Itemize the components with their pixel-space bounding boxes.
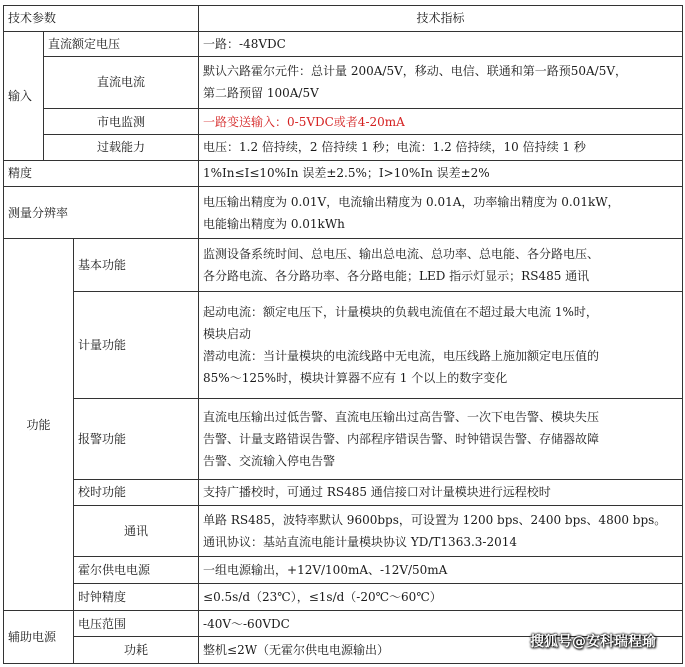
row-label: 通讯 bbox=[74, 505, 199, 557]
row-value bbox=[199, 292, 683, 399]
row-label: 基本功能 bbox=[74, 239, 199, 292]
row-value-line: 告警、交流输入停电告警 bbox=[203, 454, 336, 469]
group-function: 功能 bbox=[4, 239, 74, 611]
table-row bbox=[4, 480, 683, 506]
row-label: 精度 bbox=[4, 160, 199, 186]
row-label: 电压范围 bbox=[74, 611, 199, 637]
row-value: 一路：-48VDC bbox=[199, 31, 683, 56]
row-value bbox=[199, 505, 683, 557]
row-label: 计量功能 bbox=[74, 292, 199, 399]
header-spec: 技术指标 bbox=[199, 6, 683, 32]
table-row bbox=[4, 505, 683, 557]
row-label: 过载能力 bbox=[44, 135, 199, 161]
row-value-line: 85%～125%时，模块计算器不应有 1 个以上的数字变化 bbox=[203, 371, 508, 386]
row-value-line: 各分路电流、各分路功率、各分路电能；LED 指示灯显示；RS485 通讯 bbox=[203, 269, 590, 284]
group-aux-power: 辅助电源 bbox=[4, 611, 74, 664]
row-label: 校时功能 bbox=[74, 480, 199, 506]
row-value: 1%In≤I≤10%In 误差±2.5%；I>10%In 误差±2% bbox=[199, 160, 683, 186]
header-param: 技术参数 bbox=[4, 6, 199, 32]
row-label: 市电监测 bbox=[44, 109, 199, 135]
table-row bbox=[4, 56, 683, 109]
row-value-line: 电压输出精度为 0.01V，电流输出精度为 0.01A，功率输出精度为 0.01kW， bbox=[203, 194, 620, 209]
row-value: 支持广播校时，可通过 RS485 通信接口对计量模块进行远程校时 bbox=[199, 480, 683, 506]
table-row bbox=[4, 109, 683, 135]
row-value bbox=[199, 239, 683, 292]
table-row bbox=[4, 292, 683, 399]
spec-table bbox=[3, 5, 683, 664]
row-value-line: 第二路预留 100A/5V bbox=[203, 86, 319, 101]
row-value-line: 潜动电流：当计量模块的电流线路中无电流，电压线路上施加额定电压值的 bbox=[203, 349, 600, 364]
row-label: 功耗 bbox=[74, 636, 199, 663]
row-value-line: 电能输出精度为 0.01kWh bbox=[203, 216, 345, 231]
row-label: 直流额定电压 bbox=[44, 31, 199, 56]
table-row bbox=[4, 160, 683, 186]
row-label: 时钟精度 bbox=[74, 584, 199, 611]
row-value: 整机≤2W（无霍尔供电电源输出） bbox=[199, 636, 683, 663]
row-value bbox=[199, 186, 683, 239]
row-value: -40V～-60VDC bbox=[199, 611, 683, 637]
table-row bbox=[4, 135, 683, 161]
row-value-line: 单路 RS485，波特率默认 9600bps，可设置为 1200 bps、2400 bps、4800 bps。 bbox=[203, 513, 667, 528]
row-value-line: 直流电压输出过低告警、直流电压输出过高告警、一次下电告警、模块失压 bbox=[203, 410, 600, 425]
watermark: 搜狐号@安科瑞程瑜 bbox=[530, 634, 656, 650]
row-value: ≤0.5s/d（23℃），≤1s/d（-20℃～60℃） bbox=[199, 584, 683, 611]
row-value bbox=[199, 399, 683, 480]
row-label: 测量分辨率 bbox=[4, 186, 199, 239]
table-row bbox=[4, 31, 683, 56]
table-row bbox=[4, 584, 683, 611]
row-label: 直流电流 bbox=[44, 56, 199, 109]
table-row bbox=[4, 557, 683, 584]
group-input: 输入 bbox=[4, 31, 44, 160]
table-row bbox=[4, 399, 683, 480]
row-value: 一组电源输出，+12V/100mA、-12V/50mA bbox=[199, 557, 683, 584]
row-value-line: 告警、计量支路错误告警、内部程序错误告警、时钟错误告警、存储器故障 bbox=[203, 432, 600, 447]
header-row bbox=[4, 6, 683, 32]
row-value: 电压：1.2 倍持续，2 倍持续 1 秒；电流：1.2 倍持续，10 倍持续 1 秒 bbox=[199, 135, 683, 161]
row-value-line: 模块启动 bbox=[203, 327, 252, 342]
row-label: 霍尔供电电源 bbox=[74, 557, 199, 584]
row-value-line: 起动电流：额定电压下，计量模块的负载电流值在不超过最大电流 1%时， bbox=[203, 305, 598, 320]
row-value-line: 默认六路霍尔元件：总计量 200A/5V，移动、电信、联通和第一路预50A/5V， bbox=[203, 64, 628, 79]
table-row bbox=[4, 239, 683, 292]
table-row bbox=[4, 186, 683, 239]
row-value bbox=[199, 56, 683, 109]
row-value-line: 通讯协议：基站直流电能计量模块协议 YD/T1363.3-2014 bbox=[203, 535, 518, 550]
row-label: 报警功能 bbox=[74, 399, 199, 480]
row-value-line: 监测设备系统时间、总电压、输出总电流、总功率、总电能、各分路电压、 bbox=[203, 247, 600, 262]
row-value-highlight: 一路变送输入：0-5VDC或者4-20mA bbox=[199, 109, 683, 135]
